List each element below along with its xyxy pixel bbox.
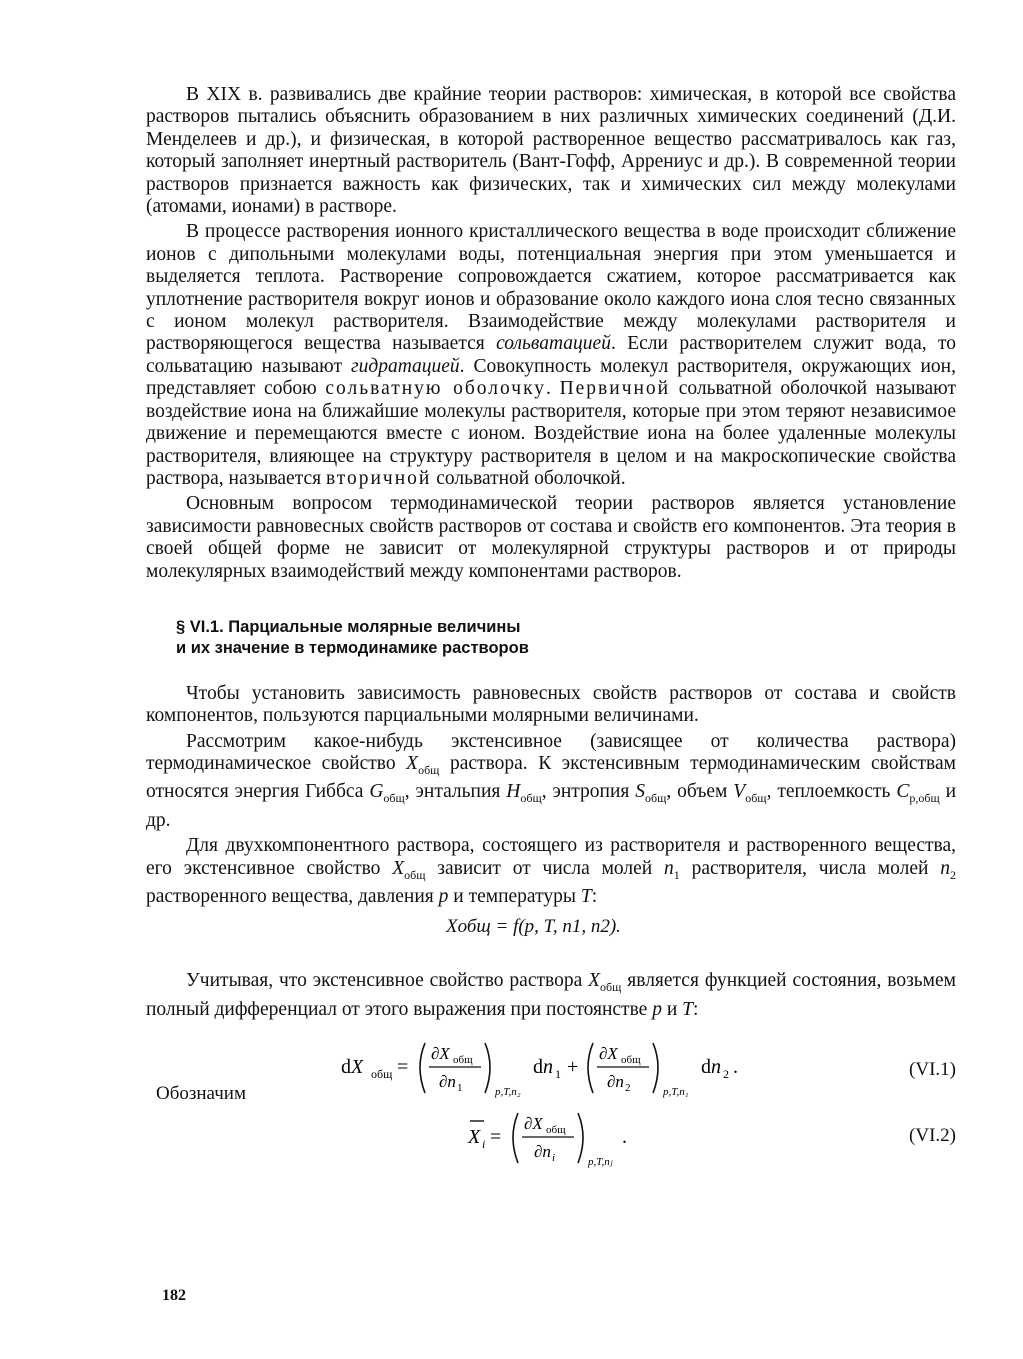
paragraph-solvation [146,221,956,490]
text-span: Для двухкомпонентного раствора, состоящего из растворителя и растворенного вещества, его экстенсивное свойство [146,835,956,879]
text-span: , энтальпия [404,781,507,803]
paragraph-differential: Учитывая, что экстенсивное свойство раствора $X_{общ}$ является функцией состояния, возьмем полный дифференциал от этого выражения при постоянстве p и T: [146,970,956,1020]
svg-text:∂X: ∂X [599,1043,618,1063]
svg-text:общ: общ [621,1053,641,1066]
paragraph-intro: В XIX в. развивались две крайние теории растворов: химическая, в которой все свойства растворов пытались объяснить образованием в них различных химических соединений (Д.И. Менделеев и др.), и физическая, в которой растворенное вещество рассматривалось как газ, который заполняет инертный растворитель (Вант-Гофф, Аррениус и др.). В современной теории растворов признается важность как физических, так и химических сил между молекулами (атомами, ионами) в растворе. [146,84,956,218]
svg-text:dn: dn [701,1055,721,1078]
svg-text:=: = [490,1125,502,1148]
text-span: и [661,998,683,1020]
svg-text:∂n: ∂n [534,1141,551,1161]
svg-text:+: + [567,1055,579,1078]
text-span: растворителя, числа молей [679,857,941,879]
paragraph-extensive-property: Рассмотрим какое-нибудь экстенсивное (зависящее от количества раствора) термодинамическое свойство $X_{общ}$ раствора. К экстенсивным термодинамическим свойствам относятся энергия Гиббса $G_{общ}$, энтальпия $H_{общ}$, энтропия $S_{общ}$, объем $V_{общ}$, теплоемкость $C_{p,общ}$ и др. [146,730,957,831]
svg-text:.: . [622,1125,627,1148]
paragraph-thermo-theory: Основным вопросом термодинамической теории растворов является установление зависимости равновесных свойств растворов от состава и свойств его компонентов. Эта теория в своей общей форме не зависит от молекулярной структуры растворов и от природы молекулярных взаимодействий между компонентами растворов. [146,493,956,582]
svg-text:1: 1 [555,1066,561,1081]
svg-text:общ: общ [371,1066,393,1081]
term-primary: Первичной [559,378,671,400]
term-hydration: гидратацией [350,355,460,377]
paragraph-two-component: Для двухкомпонентного раствора, состоящего из растворителя и растворенного вещества, его экстенсивное свойство $X_{общ}$ зависит от числа молей $n_1$ растворителя, числа молей $n_2$ растворенного вещества, давления p и температуры T: [146,835,956,907]
svg-text:p,T,n₂: p,T,n₂ [495,1085,521,1098]
paragraph-partial-molar: Чтобы установить зависимость равновесных свойств растворов от состава и свойств компонентов, пользуются парциальными молярными величинами. [146,682,956,727]
svg-text:1: 1 [457,1081,463,1094]
text-span: зависит от числа молей [425,857,665,879]
text-span: сольватной оболочкой. [431,467,626,489]
text-span: . Совокупность молекул растворителя, окружающих ион, представляет собою [146,355,956,400]
text-span: , теплоемкость [766,781,897,803]
term-secondary: вторичной [325,467,432,489]
svg-text:=: = [397,1055,409,1078]
text-span: и др. [146,781,957,831]
svg-text:общ: общ [546,1123,566,1136]
text-span: : [693,998,699,1020]
section-heading [176,617,956,659]
differential-equation-graphic [341,1035,761,1099]
svg-text:i: i [482,1136,486,1151]
page-body [146,84,956,1173]
text-span: сольватной оболочкой называют воздействие иона на ближайшие молекулы растворителя, которые при этом теряют независимое движение и перемещаются вместе с ионом. Воздействие иона на более удаленные молекулы растворителя, влияющее на структуру растворителя в целом и на макроскопические свойства раствора, называется [146,378,957,489]
svg-text:∂n: ∂n [439,1071,456,1091]
svg-text:dn: dn [533,1055,553,1078]
svg-text:dX: dX [341,1055,364,1078]
term-solvate-shell: сольватную оболочку [325,378,547,400]
svg-text:∂n: ∂n [607,1071,624,1091]
svg-text:2: 2 [723,1066,729,1081]
text-span: : [591,885,598,907]
equation-number-vi-1: (VI.1) [909,1058,956,1080]
denote-label: Обозначим [156,1082,246,1104]
svg-text:общ: общ [453,1053,473,1066]
equation-function-text: Xобщ = f(p, T, n1, n2). [446,916,621,938]
section-heading-line-1: § VI.1. Парциальные молярные величины [176,617,521,636]
section-heading-line-2: и их значение в термодинамике растворов [176,638,529,657]
equation-vi-1 [146,1035,956,1104]
svg-text:p,T,nⱼ: p,T,nⱼ [588,1155,613,1168]
equation-number-vi-2: (VI.2) [909,1124,956,1146]
equation-vi-2 [146,1103,956,1173]
text-span: Учитывая, что экстенсивное свойство раствора [186,970,589,992]
svg-text:.: . [733,1055,738,1078]
text-span: , энтропия [541,781,636,803]
text-span: раствора. К экстенсивным термодинамическим свойствам относятся энергия Гиббса [146,753,957,803]
text-span: . [546,378,560,400]
partial-molar-equation-graphic [466,1103,666,1173]
svg-text:i: i [552,1151,556,1164]
text-span: . Если растворителем служит вода, то сольватацию называют [146,333,956,377]
text-span: В процессе растворения ионного кристаллического вещества в воде происходит сближение ионов с дипольными молекулами воды, потенциальная энергия при этом уменьшается и выделяется теплота. Растворение сопровождается сжатием, которое рассматривается как уплотнение растворителя вокруг ионов и образование около каждого иона слоя тесно связанных с ионом молекул растворителя. Взаимодействие между молекулами растворителя и растворяющегося вещества называется [146,221,956,355]
term-solvation: сольватацией [496,333,611,355]
text-span: и температуры [448,885,581,907]
text-span: растворенного вещества, давления [146,885,439,907]
page-number: 182 [162,1287,186,1304]
svg-text:X: X [468,1125,481,1148]
svg-text:p,T,n₁: p,T,n₁ [663,1085,689,1098]
svg-text:∂X: ∂X [431,1043,450,1063]
text-span: является функцией состояния, возьмем полный дифференциал от этого выражения при постоянстве [146,970,956,1020]
text-span: Рассмотрим какое-нибудь экстенсивное (зависящее от количества раствора) термодинамическое свойство [146,730,956,775]
svg-text:2: 2 [625,1081,631,1094]
svg-text:∂X: ∂X [524,1113,543,1133]
text-span: , объем [666,781,734,803]
equation-function [146,914,956,944]
